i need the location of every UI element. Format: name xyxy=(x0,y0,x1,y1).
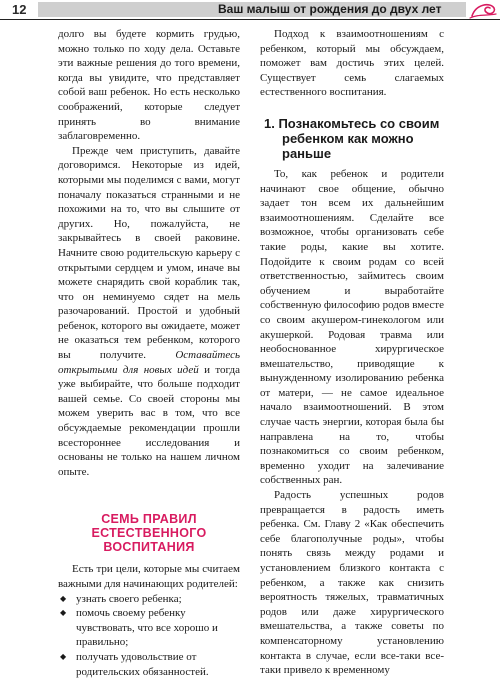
subsection-heading-line: 1. Познакомьтесь со своим xyxy=(264,115,440,131)
paragraph: Подход к взаимоотношениям с ребенком, который мы обсуждаем, поможет вам достичь этих целей. Существует семь слагаемых естественного воспитания. xyxy=(260,28,444,99)
left-column xyxy=(58,27,240,679)
paragraph-emphasis: Оставайтесь открытыми для новых идей xyxy=(58,349,240,376)
list-item: ◆ получать удовольствие от родительских обязанностей. xyxy=(58,650,240,679)
paragraph: долго вы будете кормить грудью, можно только по ходу дела. Оставьте эти важные решения до того времени, когда вы увидите, что представляет собой ваш ребенок. Но есть несколько соображений, которые следует принять во внимание заблаговременно. xyxy=(58,28,240,143)
header-rule xyxy=(0,19,500,20)
paragraph-text: Прежде чем приступить, давайте договоримся. Некоторые из идей, которыми мы поделимся с вами, могут поначалу показаться странными и не похожими на то, что вы слышите от других. Но, пожалуйста, не закрывайтесь в своей раковине. Начните свою родительскую карьеру с открытыми сердцем и умом, иначе вы можете снарядить свой кораблик так, что он неминуемо сядет на мель разочарований. Простой и удобный ребенок, которого вы ожидаете, может не оказаться тем ребенком, которого вы получите. xyxy=(58,144,240,362)
section-heading xyxy=(58,512,240,554)
paragraph: Радость успешных родов превращается в радость иметь ребенка. См. Главу 2 «Как обеспечить себе благополучные роды», чтобы понять связь между родами и установлением близкого контакта с ребенком, а также как снизить вероятность тяжелых, травматичных родов или даже хирургического вмешательства, а также советы по компенсаторному установлению контакта в случае, если все-таки все-таки привело к временному xyxy=(260,489,444,677)
ornament-swirl-icon xyxy=(468,0,498,20)
section-heading-line: ВОСПИТАНИЯ xyxy=(103,540,195,555)
right-column xyxy=(260,27,444,678)
list-item: ◆ помочь своему ребенку чувствовать, что все хорошо и правильно; xyxy=(58,606,240,650)
paragraph: То, как ребенок и родители начинают свое общение, обычно задает тон всем их дальнейшим взаимоотношениям. Сделайте все возможное, чтобы организовать себе такие роды, какие вы хотите. Подойдите к своим родам со всей ответственностью, займитесь своим обучением и выработайте собственную философию родов вместе со своим акушером-гинекологом или акушеркой. Родовая травма или необоснованное хирургическое вмешательство, приводящие к вынужденному изолированию ребенка от матери, — не самое идеальное начало взаимоотношений. В этом случае часть энергии, которая была бы направлена на то, чтобы познакомиться со своим ребенком, временно уходит на залечивание собственных ран. xyxy=(260,167,444,487)
section-heading-line: ЕСТЕСТВЕННОГО xyxy=(91,526,207,541)
paragraph xyxy=(58,144,240,480)
section-heading-line: СЕМЬ ПРАВИЛ xyxy=(101,512,197,527)
paragraph-text: и тогда уже выбирайте, что больше подходит вашей семье. Со своей стороны мы можем уверить вас в том, что все обсуждаемые рекомендации прошли всестороннее исследования и основаны не только на нашем личном опыте. xyxy=(58,363,240,478)
page-number: 12 xyxy=(12,2,27,17)
paragraph: Есть три цели, которые мы считаем важными для начинающих родителей: xyxy=(58,563,240,590)
list-item: ◆ узнать своего ребенка; xyxy=(58,592,240,607)
subsection-heading xyxy=(260,116,444,161)
goals-list xyxy=(58,592,240,679)
subsection-heading-line: ребенком как можно xyxy=(282,130,414,146)
running-title: Ваш малыш от рождения до двух лет xyxy=(218,2,442,16)
page-header xyxy=(0,0,500,20)
subsection-heading-line: раньше xyxy=(282,145,332,161)
